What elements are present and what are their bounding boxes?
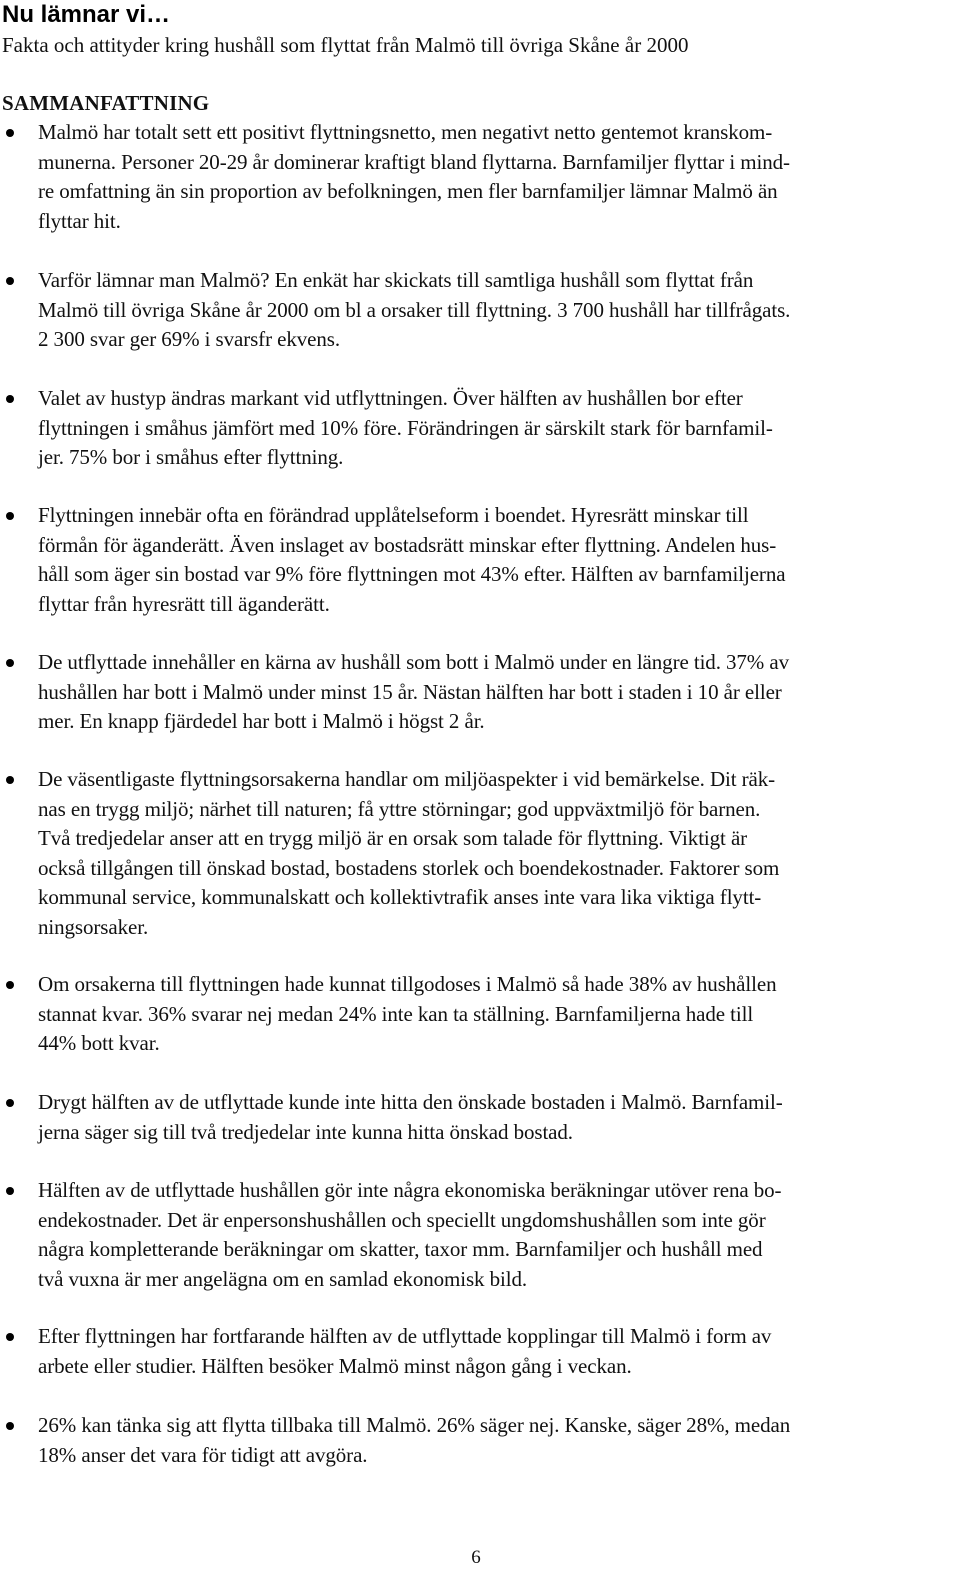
summary-bullet [38,1176,958,1294]
bullet-dot-icon [6,659,14,667]
bullet-line: Flyttningen innebär ofta en förändrad upplåtelseform i boendet. Hyresrätt minskar till [38,503,749,527]
bullet-dot-icon [6,129,14,137]
bullet-dot-icon [6,1099,14,1107]
bullet-line: förmån för äganderätt. Även inslaget av bostadsrätt minskar efter flyttning. Andelen hus- [38,532,777,557]
summary-bullet [38,118,958,236]
bullet-dot-icon [6,1422,14,1430]
bullet-line: 26% kan tänka sig att flytta tillbaka till Malmö. 26% säger nej. Kanske, säger 28%, medan [38,1413,791,1437]
bullet-line: Två tredjedelar anser att en trygg miljö är en orsak som talade för flyttning. Viktigt är [38,826,748,850]
bullet-dot-icon [6,981,14,989]
bullet-line: nas en trygg miljö; närhet till naturen; få yttre störningar; god uppväxtmiljö för barnen. [38,796,761,821]
bullet-line: Hälften av de utflyttade hushållen gör inte några ekonomiska beräkningar utöver rena bo- [38,1178,782,1202]
page-number: 6 [471,1547,481,1568]
bullet-line: De utflyttade innehåller en kärna av hushåll som bott i Malmö under en längre tid. 37% av [38,650,789,674]
bullet-line: två vuxna är mer angelägna om en samlad ekonomisk bild. [38,1266,528,1291]
bullet-line: flyttar hit. [38,208,121,233]
summary-bullet [38,384,958,473]
bullet-dot-icon [6,277,14,285]
bullet-line: Om orsakerna till flyttningen hade kunnat tillgodoses i Malmö så hade 38% av hushållen [38,972,777,996]
summary-bullet [38,1322,958,1381]
bullet-dot-icon [6,1333,14,1341]
bullet-line: Drygt hälften av de utflyttade kunde inte hitta den önskade bostaden i Malmö. Barnfamil- [38,1090,783,1114]
bullet-dot-icon [6,512,14,520]
bullet-line: håll som äger sin bostad var 9% före flyttningen mot 43% efter. Hälften av barnfamiljerna [38,562,786,586]
bullet-line: hushållen har bott i Malmö under minst 15 år. Nästan hälften har bott i staden i 10 år eller [38,679,782,704]
summary-bullet [38,501,958,619]
section-heading: SAMMANFATTNING [2,91,210,115]
bullet-line: Varför lämnar man Malmö? En enkät har skickats till samtliga hushåll som flyttat från [38,268,754,292]
bullet-line: kommunal service, kommunalskatt och kollektivtrafik anses inte vara lika viktiga flytt- [38,885,762,909]
bullet-line: också tillgången till önskad bostad, bostadens storlek och boendekostnader. Faktorer som [38,855,780,880]
bullet-line: jerna säger sig till två tredjedelar inte kunna hitta önskad bostad. [38,1119,573,1144]
bullet-line: Malmö har totalt sett ett positivt flyttningsnetto, men negativt netto gentemot kranskom- [38,120,773,144]
bullet-line: Malmö till övriga Skåne år 2000 om bl a orsaker till flyttning. 3 700 hushåll har tillfrågats. [38,297,791,322]
bullet-line: flyttningen i småhus jämfört med 10% före. Förändringen är särskilt stark för barnfamil- [38,415,773,440]
bullet-line: 2 300 svar ger 69% i svarsfr ekvens. [38,327,340,351]
summary-bullet [38,648,958,737]
summary-bullet [38,266,958,355]
summary-bullet [38,765,958,942]
bullet-line: stannat kvar. 36% svarar nej medan 24% inte kan ta ställning. Barnfamiljerna hade till [38,1001,754,1026]
bullet-dot-icon [6,395,14,403]
bullet-line: 18% anser det vara för tidigt att avgöra. [38,1442,368,1467]
document-title: Nu lämnar vi… [2,1,171,28]
bullet-line: munerna. Personer 20-29 år dominerar kraftigt bland flyttarna. Barnfamiljer flyttar i mind- [38,149,790,174]
bullet-dot-icon [6,776,14,784]
bullet-line: De väsentligaste flyttningsorsakerna handlar om miljöaspekter i vid bemärkelse. Dit räk- [38,767,776,791]
summary-bullet [38,1411,958,1470]
bullet-line: Valet av hustyp ändras markant vid utflyttningen. Över hälften av hushållen bor efter [38,386,743,410]
bullet-dot-icon [6,1187,14,1195]
bullet-line: jer. 75% bor i småhus efter flyttning. [38,445,344,469]
bullet-line: flyttar från hyresrätt till äganderätt. [38,591,330,616]
summary-bullet [38,1088,958,1147]
bullet-line: Efter flyttningen har fortfarande hälften av de utflyttade kopplingar till Malmö i form av [38,1324,772,1348]
bullet-line: re omfattning än sin proportion av befolkningen, men fler barnfamiljer lämnar Malmö än [38,179,778,203]
summary-bullet [38,970,958,1059]
bullet-line: mer. En knapp fjärdedel har bott i Malmö i högst 2 år. [38,709,485,733]
bullet-line: arbete eller studier. Hälften besöker Malmö minst någon gång i veckan. [38,1353,632,1378]
bullet-line: några kompletterande beräkningar om skatter, taxor mm. Barnfamiljer och hushåll med [38,1237,763,1261]
bullet-line: 44% bott kvar. [38,1031,160,1055]
bullet-line: ningsorsaker. [38,914,149,939]
document-subtitle: Fakta och attityder kring hushåll som flyttat från Malmö till övriga Skåne år 2000 [2,33,689,57]
bullet-line: endekostnader. Det är enpersonshushållen och speciellt ungdomshushållen som inte gör [38,1207,766,1232]
